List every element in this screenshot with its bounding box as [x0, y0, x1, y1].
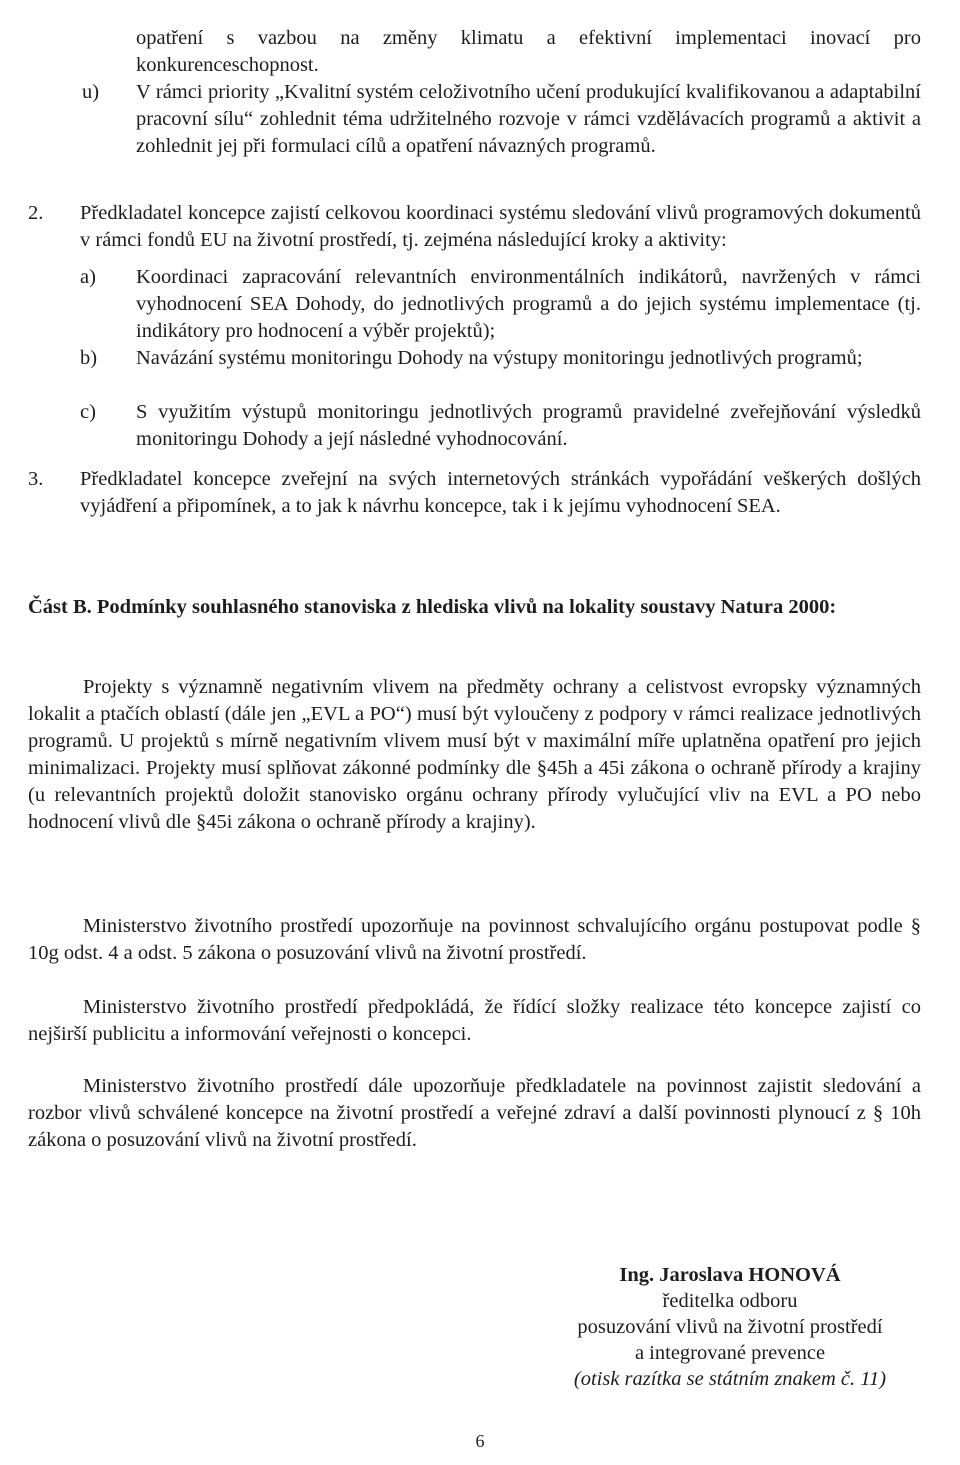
subitem-a-label: a) — [80, 266, 96, 288]
item-3-number: 3. — [28, 468, 44, 490]
subitem-a-text: Koordinaci zapracování relevantních environmentálních indikátorů, navržených v rámci vyhodnocení SEA Dohody, do jednotlivých programů a do jejich systému implementace (tj. indikátory pro hodnocení a výběr projektů); — [136, 266, 921, 342]
signatory-title: ředitelka odboru — [662, 1290, 798, 1312]
closing-paragraph-2: Ministerstvo životního prostředí předpokládá, že řídící složky realizace této koncepce zajistí co nejširší publicitu a informování veřejnosti o koncepci. — [28, 996, 921, 1045]
subitem-b-text: Navázání systému monitoringu Dohody na výstupy monitoringu jednotlivých programů; — [136, 347, 863, 369]
signatory-name: Ing. Jaroslava HONOVÁ — [619, 1264, 841, 1286]
item-2-text: Předkladatel koncepce zajistí celkovou koordinaci systému sledování vlivů programových dokumentů v rámci fondů EU na životní prostředí, tj. zejména následující kroky a aktivity: — [80, 202, 921, 251]
part-b-paragraph: Projekty s významně negativním vlivem na předměty ochrany a celistvost evropsky významných lokalit a ptačích oblastí (dále jen „EVL a PO“) musí být vyloučeny z podpory v rámci realizace jednotlivých programů. U projektů s mírně negativním vlivem musí být v maximální míře uplatněna opatření pro jejich minimalizaci. Projekty musí splňovat zákonné podmínky dle §45h a 45i zákona o ochraně přírody a krajiny (u relevantních projektů doložit stanovisko orgánu ochrany přírody vylučující vliv na EVL a PO nebo hodnocení vlivů dle §45i zákona o ochraně přírody a krajiny). — [28, 676, 921, 833]
page-number: 6 — [475, 1431, 485, 1451]
item-3-text: Předkladatel koncepce zveřejní na svých internetových stránkách vypořádání veškerých došlých vyjádření a připomínek, a to jak k návrhu koncepce, tak i k jejímu vyhodnocení SEA. — [80, 468, 921, 517]
stamp-note: (otisk razítka se státním znakem č. 11) — [573, 1368, 887, 1390]
subitem-c-label: c) — [80, 401, 96, 423]
subitem-b-label: b) — [80, 347, 98, 369]
signatory-department-line-1: posuzování vlivů na životní prostředí — [577, 1316, 883, 1338]
closing-paragraph-1: Ministerstvo životního prostředí upozorňuje na povinnost schvalujícího orgánu postupovat podle § 10g odst. 4 a odst. 5 zákona o posuzování vlivů na životní prostředí. — [28, 915, 921, 964]
part-b-heading: Část B. Podmínky souhlasného stanoviska z hlediska vlivů na lokality soustavy Natura 2000: — [28, 596, 837, 618]
signatory-department-line-2: a integrované prevence — [634, 1342, 826, 1364]
list-item-t-continuation: opatření s vazbou na změny klimatu a efektivní implementaci inovací pro konkurenceschopnost. — [136, 27, 921, 76]
subitem-c-text: S využitím výstupů monitoringu jednotlivých programů pravidelné zveřejňování výsledků monitoringu Dohody a její následné vyhodnocování. — [136, 401, 921, 450]
list-label-u: u) — [82, 81, 100, 103]
list-item-u-text: V rámci priority „Kvalitní systém celoživotního učení produkující kvalifikovanou a adaptabilní pracovní sílu“ zohlednit téma udržitelného rozvoje v rámci vzdělávacích programů a aktivit a zohlednit jej při formulaci cílů a opatření návazných programů. — [136, 81, 921, 157]
closing-paragraph-3: Ministerstvo životního prostředí dále upozorňuje předkladatele na povinnost zajistit sledování a rozbor vlivů schválené koncepce na životní prostředí a veřejné zdraví a další povinnosti plynoucí z § 10h zákona o posuzování vlivů na životní prostředí. — [28, 1075, 921, 1151]
item-2-number: 2. — [28, 202, 44, 224]
